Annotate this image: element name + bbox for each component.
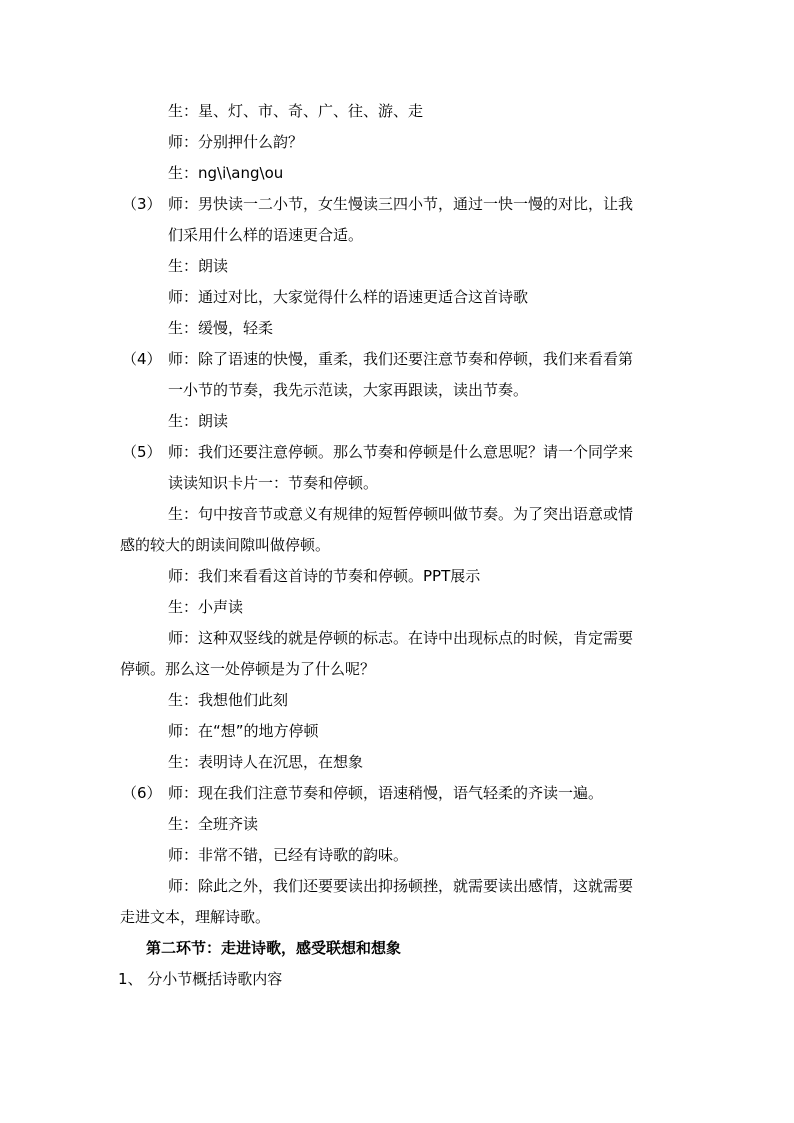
item-number: （4） [122, 350, 162, 368]
dialogue-line: 师：我们还要注意停顿。那么节奏和停顿是什么意思呢？请一个同学来 [168, 443, 634, 461]
dialogue-line: 师：除此之外，我们还要要读出抑扬顿挫，就需要读出感情，这就需要 [168, 877, 634, 895]
dialogue-line: 生：朗读 [168, 257, 229, 275]
item-number: （6） [122, 784, 162, 802]
dialogue-line: 生：句中按音节或意义有规律的短暂停顿叫做节奏。为了突出语意或情 [168, 505, 634, 523]
dialogue-line: 生：缓慢，轻柔 [168, 319, 274, 337]
dialogue-line-continued: 走进文本，理解诗歌。 [120, 908, 271, 926]
dialogue-line-continued: 停顿。那么这一处停顿是为了什么呢？ [120, 660, 376, 678]
item-number: （5） [122, 443, 162, 461]
dialogue-line: 师：除了语速的快慢，重柔，我们还要注意节奏和停顿，我们来看看第 [168, 350, 634, 368]
dialogue-line: 师：非常不错，已经有诗歌的韵味。 [168, 846, 409, 864]
dialogue-line: 师：我们来看看这首诗的节奏和停顿。PPT展示 [168, 567, 481, 585]
dialogue-line-continued: 们采用什么样的语速更合适。 [168, 226, 364, 244]
dialogue-line: 生：表明诗人在沉思，在想象 [168, 753, 364, 771]
dialogue-line: 师：通过对比，大家觉得什么样的语速更适合这首诗歌 [168, 288, 529, 306]
dialogue-line: 生：我想他们此刻 [168, 691, 289, 709]
dialogue-line-continued: 读读知识卡片一：节奏和停顿。 [168, 474, 379, 492]
dialogue-line: 生：小声读 [168, 598, 244, 616]
dialogue-line-continued: 一小节的节奏，我先示范读，大家再跟读，读出节奏。 [168, 381, 529, 399]
dialogue-line: 师：现在我们注意节奏和停顿，语速稍慢，语气轻柔的齐读一遍。 [168, 784, 604, 802]
dialogue-line: 师：分别押什么韵？ [168, 133, 304, 151]
dialogue-line: 师：这种双竖线的就是停顿的标志。在诗中出现标点的时候，肯定需要 [168, 629, 634, 647]
dialogue-line: 师：男快读一二小节，女生慢读三四小节，通过一快一慢的对比，让我 [168, 195, 634, 213]
dialogue-line: 生：朗读 [168, 412, 229, 430]
dialogue-line: 生：ng\i\ang\ou [168, 164, 284, 182]
dialogue-line-continued: 感的较大的朗读间隙叫做停顿。 [120, 536, 331, 554]
dialogue-line: 生：星、灯、市、奇、广、往、游、走 [168, 102, 424, 120]
section-heading: 第二环节：走进诗歌，感受联想和想象 [146, 939, 402, 957]
item-number: （3） [122, 195, 162, 213]
subsection-title: 1、 分小节概括诗歌内容 [118, 970, 283, 988]
dialogue-line: 师：在“想”的地方停顿 [168, 722, 319, 740]
dialogue-line: 生：全班齐读 [168, 815, 259, 833]
